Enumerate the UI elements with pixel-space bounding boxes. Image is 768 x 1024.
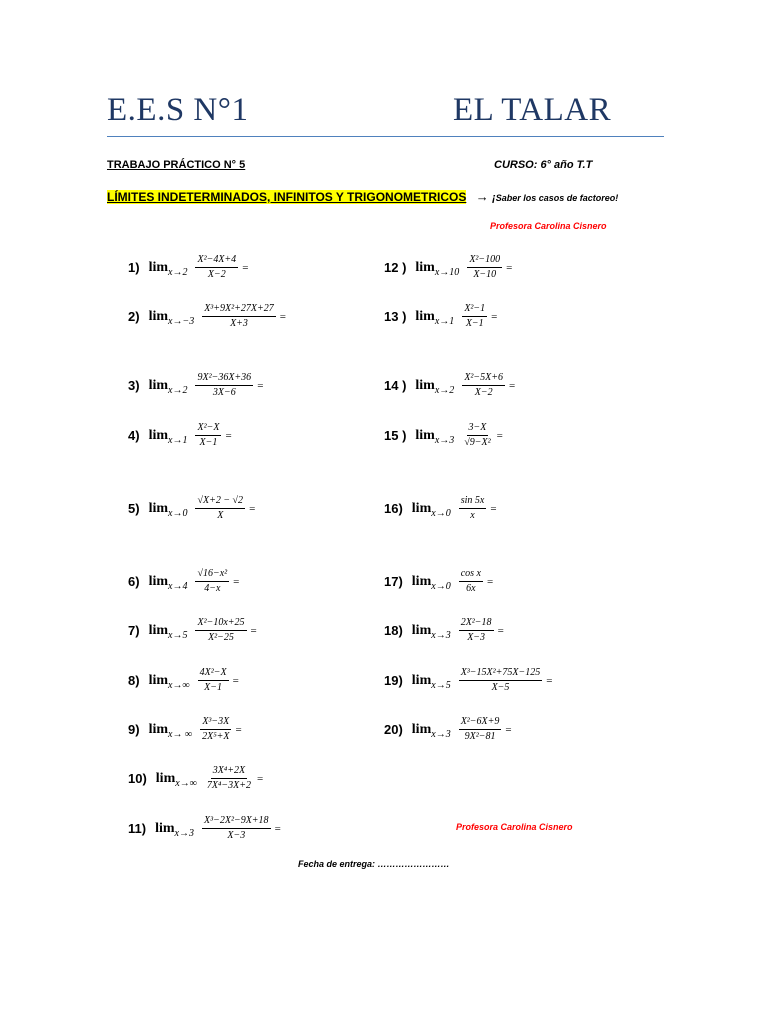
fraction xyxy=(459,618,494,643)
denominator: √9−X² xyxy=(464,437,491,448)
denominator: X−10 xyxy=(473,269,497,280)
numerator: 2X²−18 xyxy=(459,618,494,631)
teacher-name-bottom: Profesora Carolina Cisnero xyxy=(456,822,573,832)
exercise-number: 2) xyxy=(128,309,140,324)
denominator: X−3 xyxy=(227,830,246,841)
exercise-11 xyxy=(128,816,281,841)
denominator: x xyxy=(470,510,475,521)
limit-subscript: x→∞ xyxy=(168,680,190,691)
limit-subscript: x→2 xyxy=(168,385,188,396)
exercise-number: 19) xyxy=(384,673,403,688)
lim-word: lim xyxy=(415,259,435,275)
lim-word: lim xyxy=(415,308,435,324)
exercise-12 xyxy=(384,255,512,280)
fraction xyxy=(200,717,231,742)
numerator: X²−4X+4 xyxy=(195,255,238,268)
exercise-number: 14 ) xyxy=(384,378,407,393)
due-date-line: Fecha de entrega: …………………… xyxy=(298,859,450,869)
numerator: 4X²−X xyxy=(198,668,229,681)
equals-sign: = xyxy=(497,624,504,637)
fraction xyxy=(195,423,221,448)
lim-word: lim xyxy=(411,573,432,589)
lim-word: lim xyxy=(411,500,432,516)
fraction xyxy=(462,304,487,329)
fraction xyxy=(195,569,229,594)
limit-subscript: x→ ∞ xyxy=(168,729,193,740)
exercise-number: 11) xyxy=(128,821,147,836)
fraction xyxy=(459,569,483,594)
exercise-number: 7) xyxy=(128,623,140,638)
exercise-1 xyxy=(128,255,248,280)
equals-sign: = xyxy=(491,310,498,323)
equals-sign: = xyxy=(250,624,257,637)
denominator: 9X²−81 xyxy=(464,731,496,742)
limit-subscript: x→2 xyxy=(168,267,188,278)
course-label: CURSO: 6° año T.T xyxy=(494,159,593,171)
note-mark: ¡ xyxy=(492,192,496,204)
lim-word: lim xyxy=(415,427,435,443)
fraction xyxy=(195,255,238,280)
equals-sign: = xyxy=(274,822,281,835)
fraction xyxy=(462,373,505,398)
limit-subscript: x→1 xyxy=(434,316,455,327)
exercise-4 xyxy=(128,423,232,448)
equals-sign: = xyxy=(233,575,240,588)
lim-word: lim xyxy=(411,672,432,688)
denominator: X−3 xyxy=(467,632,486,643)
limit-subscript: x→0 xyxy=(431,508,451,519)
limit-subscript: x→∞ xyxy=(175,778,197,789)
fraction xyxy=(462,423,492,448)
exercise-13 xyxy=(384,304,497,329)
denominator: 2X⁵+X xyxy=(202,731,230,742)
numerator: √X+2 − √2 xyxy=(195,496,245,509)
denominator: X−1 xyxy=(199,437,218,448)
numerator: X²−X xyxy=(195,423,221,436)
exercise-15 xyxy=(384,423,503,448)
fraction xyxy=(198,668,229,693)
fraction xyxy=(195,618,246,643)
lim-word: lim xyxy=(148,308,169,324)
exercise-20 xyxy=(384,717,512,742)
numerator: X²−10x+25 xyxy=(195,618,246,631)
limit-subscript: x→3 xyxy=(431,729,451,740)
denominator: 4−x xyxy=(204,583,221,594)
lim-word: lim xyxy=(148,573,169,589)
fraction xyxy=(467,255,502,280)
numerator: X²−1 xyxy=(462,304,487,317)
denominator: 6x xyxy=(466,583,476,594)
exercise-7 xyxy=(128,618,257,643)
exercise-number: 18) xyxy=(384,623,403,638)
exercise-5 xyxy=(128,496,255,521)
equals-sign: = xyxy=(279,310,286,323)
equals-sign: = xyxy=(235,723,242,736)
limit-subscript: x→3 xyxy=(431,630,451,641)
exercise-18 xyxy=(384,618,504,643)
fraction xyxy=(459,496,487,521)
exercise-number: 17) xyxy=(384,574,403,589)
topic-title: LÍMITES INDETERMINADOS, INFINITOS Y TRIGONOMETRICOS xyxy=(107,190,467,204)
exercise-number: 12 ) xyxy=(384,260,407,275)
lim-word: lim xyxy=(148,500,169,516)
fraction xyxy=(459,717,502,742)
limit-subscript: x→5 xyxy=(168,630,188,641)
denominator: X xyxy=(217,510,224,521)
numerator: X²−100 xyxy=(467,255,502,268)
numerator: sin 5x xyxy=(459,496,487,509)
numerator: X³+9X²+27X+27 xyxy=(202,304,276,317)
lim-word: lim xyxy=(148,259,169,275)
exercise-10 xyxy=(128,766,263,791)
lim-word: lim xyxy=(155,770,176,786)
numerator: X³−2X²−9X+18 xyxy=(202,816,271,829)
numerator: 9X²−36X+36 xyxy=(195,373,253,386)
exercise-2 xyxy=(128,304,286,329)
fraction xyxy=(195,496,245,521)
exercise-number: 20) xyxy=(384,722,403,737)
numerator: X³−15X²+75X−125 xyxy=(459,668,543,681)
denominator: 3X−6 xyxy=(212,387,236,398)
equals-sign: = xyxy=(242,261,249,274)
arrow-icon: → xyxy=(475,189,489,204)
lim-word: lim xyxy=(148,427,169,443)
equals-sign: = xyxy=(257,379,264,392)
lim-word: lim xyxy=(411,622,432,638)
exercise-number: 8) xyxy=(128,673,140,688)
numerator: √16−x² xyxy=(195,569,229,582)
equals-sign: = xyxy=(232,674,239,687)
factoring-note: Saber los casos de factoreo! xyxy=(495,193,619,203)
exercise-19 xyxy=(384,668,553,693)
lim-word: lim xyxy=(411,721,432,737)
denominator: X²−25 xyxy=(208,632,234,643)
school-name: E.E.S N°1 xyxy=(107,92,249,128)
exercise-number: 10) xyxy=(128,771,147,786)
fraction xyxy=(202,816,271,841)
limit-subscript: x→3 xyxy=(174,828,194,839)
exercise-17 xyxy=(384,569,493,594)
limit-subscript: x→3 xyxy=(434,435,455,446)
equals-sign: = xyxy=(249,502,256,515)
lim-word: lim xyxy=(415,377,435,393)
exercise-number: 4) xyxy=(128,428,140,443)
numerator: 3X⁴+2X xyxy=(211,766,247,779)
topic-line xyxy=(107,189,618,204)
fraction xyxy=(205,766,253,791)
fraction xyxy=(195,373,253,398)
exercise-6 xyxy=(128,569,239,594)
exercise-number: 1) xyxy=(128,260,140,275)
lim-word: lim xyxy=(148,622,169,638)
denominator: X−5 xyxy=(491,682,510,693)
denominator: X−1 xyxy=(465,318,484,329)
exercise-3 xyxy=(128,373,263,398)
exercise-number: 3) xyxy=(128,378,140,393)
limit-subscript: x→5 xyxy=(431,680,451,691)
limit-subscript: x→4 xyxy=(168,581,188,592)
denominator: X−2 xyxy=(474,387,493,398)
exercise-number: 13 ) xyxy=(384,309,407,324)
equals-sign: = xyxy=(486,575,494,588)
limit-subscript: x→1 xyxy=(168,435,188,446)
exercise-number: 5) xyxy=(128,501,140,516)
exercise-number: 16) xyxy=(384,501,403,516)
equals-sign: = xyxy=(505,723,512,736)
denominator: X−1 xyxy=(204,682,222,693)
fraction xyxy=(459,668,543,693)
limit-subscript: x→0 xyxy=(168,508,188,519)
teacher-name-top: Profesora Carolina Cisnero xyxy=(490,221,607,231)
denominator: X−2 xyxy=(207,269,226,280)
school-location: EL TALAR xyxy=(453,92,612,128)
numerator: X²−5X+6 xyxy=(462,373,505,386)
limit-subscript: x→2 xyxy=(434,385,455,396)
header-rule xyxy=(107,136,664,137)
lim-word: lim xyxy=(148,377,169,393)
lim-word: lim xyxy=(148,721,169,737)
exercise-number: 9) xyxy=(128,722,140,737)
lim-word: lim xyxy=(155,820,175,836)
equals-sign: = xyxy=(509,379,516,392)
limit-subscript: x→0 xyxy=(431,581,451,592)
numerator: 3−X xyxy=(467,423,489,436)
exercise-number: 15 ) xyxy=(384,428,407,443)
exercise-number: 6) xyxy=(128,574,140,589)
denominator: 7X⁴−3X+2 xyxy=(206,780,252,791)
exercise-16 xyxy=(384,496,497,521)
equals-sign: = xyxy=(506,261,513,274)
numerator: X³−3X xyxy=(200,717,231,730)
exercise-9 xyxy=(128,717,242,742)
limit-subscript: x→10 xyxy=(434,267,460,278)
exercise-8 xyxy=(128,668,239,693)
numerator: X²−6X+9 xyxy=(459,717,502,730)
equals-sign: = xyxy=(490,502,497,515)
limit-subscript: x→−3 xyxy=(168,316,195,327)
denominator: X+3 xyxy=(230,318,248,329)
equals-sign: = xyxy=(546,674,553,687)
equals-sign: = xyxy=(257,772,264,785)
fraction xyxy=(202,304,276,329)
exercise-14 xyxy=(384,373,515,398)
assignment-title: TRABAJO PRÁCTICO N° 5 xyxy=(107,159,246,171)
equals-sign: = xyxy=(496,429,503,442)
numerator: cos x xyxy=(459,569,483,582)
lim-word: lim xyxy=(148,672,169,688)
equals-sign: = xyxy=(225,429,232,442)
